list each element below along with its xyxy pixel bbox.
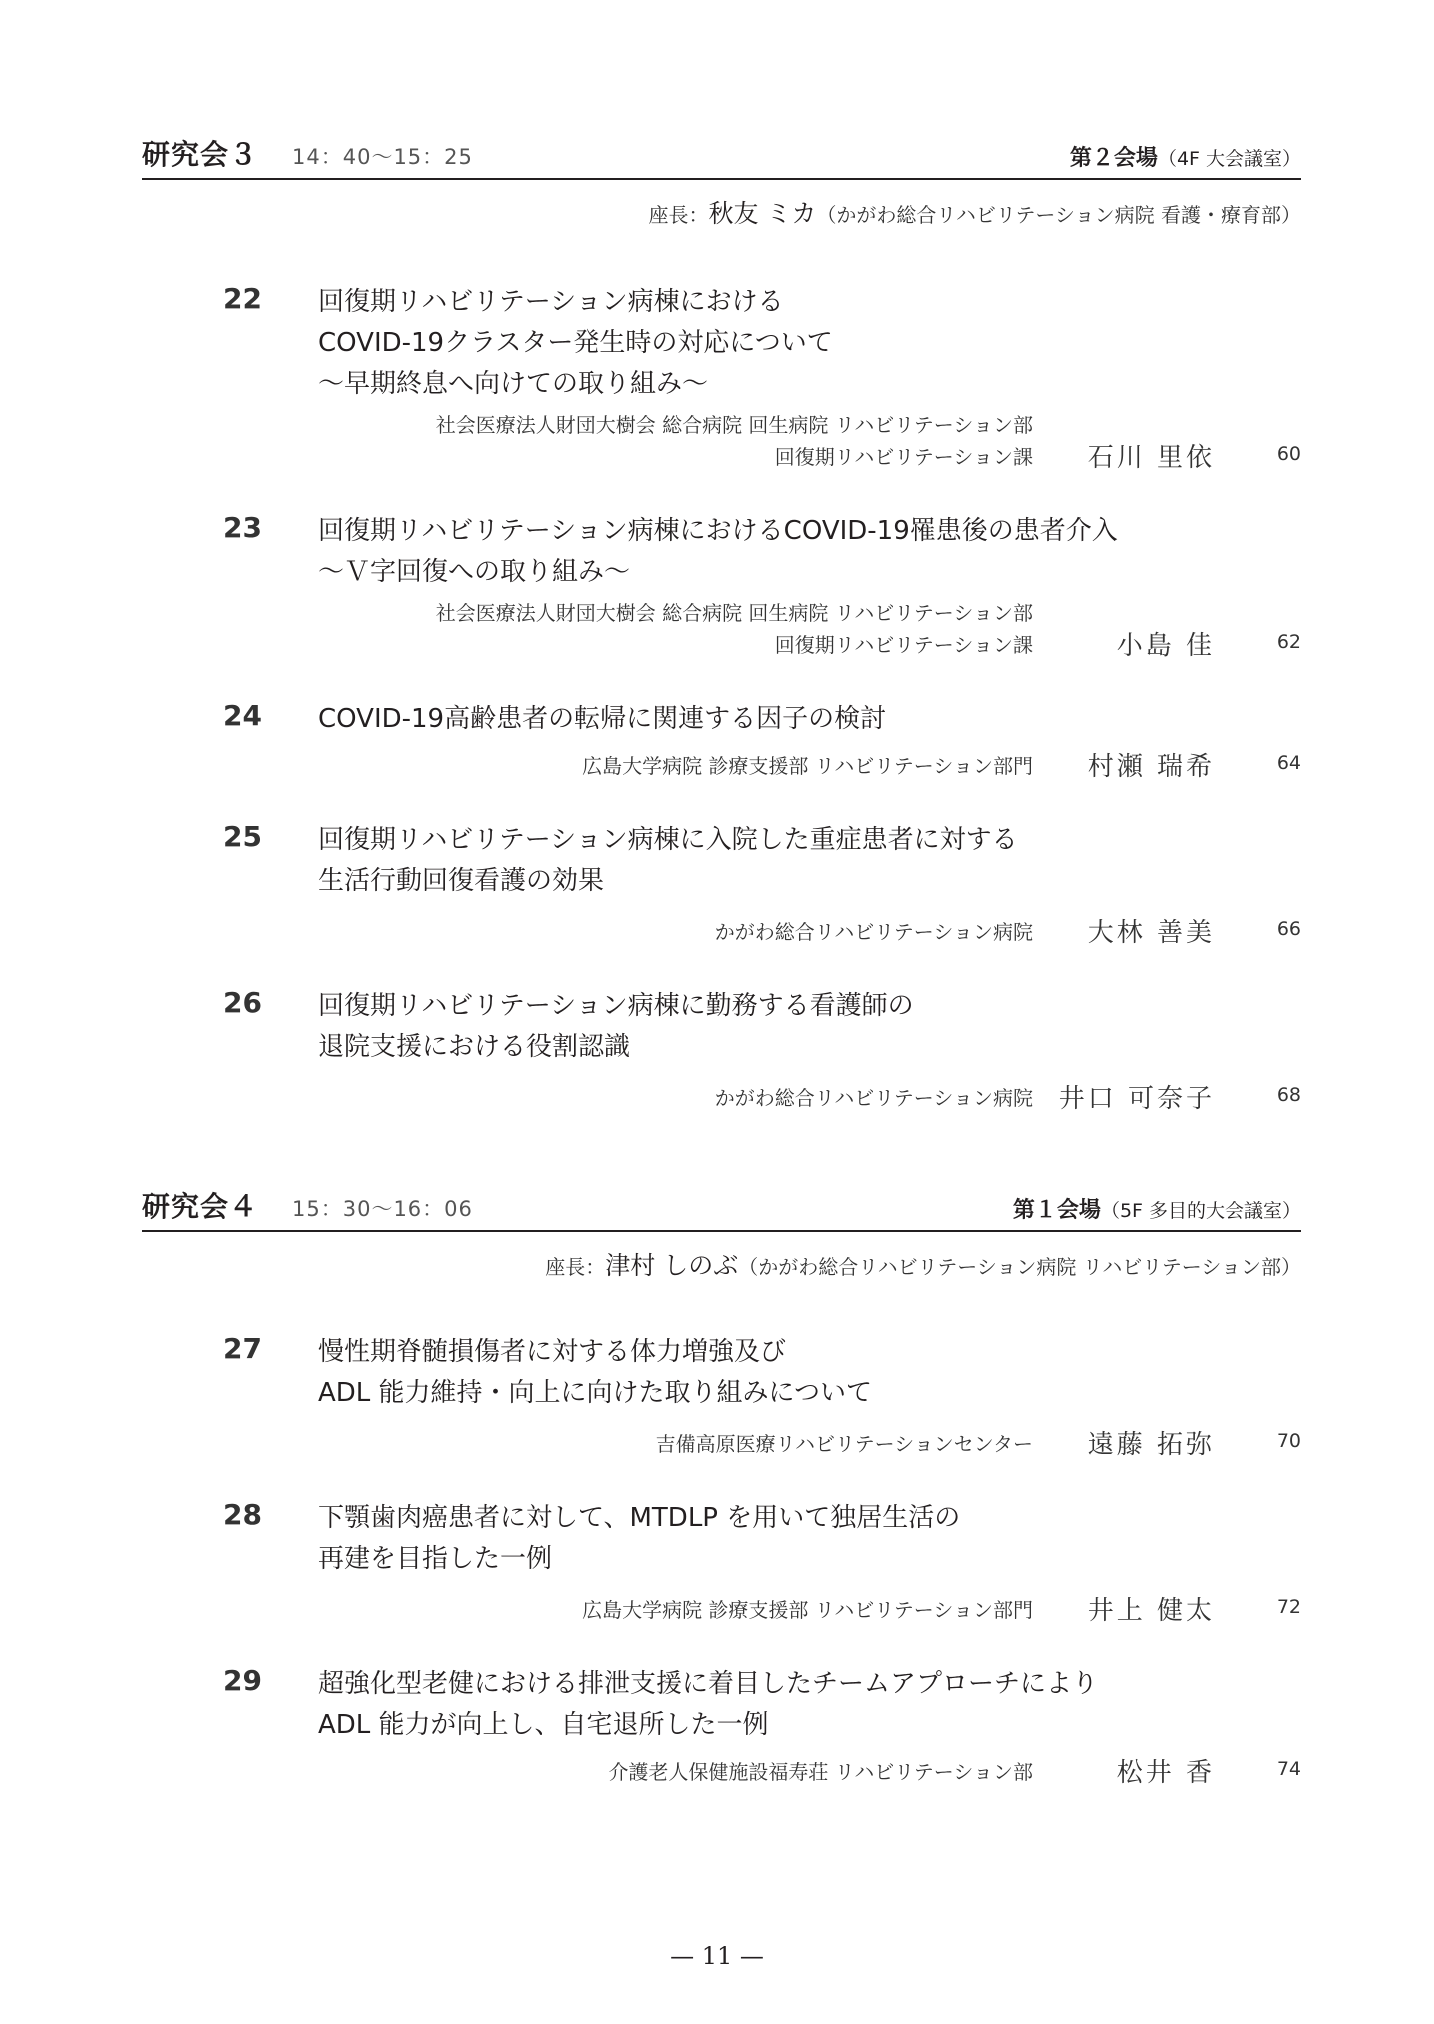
page-number: 62 bbox=[1276, 631, 1301, 653]
presentation-number: 28 bbox=[223, 1498, 262, 1531]
chair-prefix: 座長： bbox=[545, 1255, 606, 1279]
page-number: 72 bbox=[1276, 1596, 1301, 1618]
presentation-number: 26 bbox=[223, 986, 262, 1019]
presentation-27 bbox=[142, 1332, 1301, 1458]
page-number: 60 bbox=[1276, 443, 1301, 465]
presentation-29 bbox=[142, 1664, 1301, 1786]
title-line: 回復期リハビリテーション病棟に勤務する看護師の bbox=[318, 991, 914, 1021]
title-line: 回復期リハビリテーション病棟における bbox=[318, 287, 784, 317]
presentation-26 bbox=[142, 986, 1301, 1112]
affiliation-row bbox=[142, 1426, 1301, 1458]
title-line: 退院支援における役割認識 bbox=[318, 1032, 631, 1062]
affiliation: 吉備高原医療リハビリテーションセンター bbox=[655, 1432, 1033, 1456]
presentation-number: 24 bbox=[223, 699, 262, 732]
session-header bbox=[142, 138, 1301, 180]
chairperson bbox=[142, 1246, 1301, 1282]
venue-room: （4F 大会議室） bbox=[1157, 148, 1301, 170]
presentation-number: 23 bbox=[223, 511, 262, 544]
affiliation: 介護老人保健施設福寿荘 リハビリテーション部 bbox=[608, 1760, 1033, 1784]
title-line: ADL 能力維持・向上に向けた取り組みについて bbox=[318, 1378, 873, 1408]
author-name: 石川 里依 bbox=[1087, 443, 1215, 473]
presentation-title bbox=[318, 820, 1301, 902]
venue-name: 第２会場 bbox=[1069, 146, 1158, 171]
affiliation-row bbox=[142, 407, 1301, 439]
affiliation-row bbox=[142, 748, 1301, 780]
presentation-number: 27 bbox=[223, 1332, 262, 1365]
chairperson bbox=[142, 194, 1301, 230]
session-3 bbox=[142, 138, 1301, 1112]
presentation-title bbox=[318, 699, 1301, 740]
venue-name: 第１会場 bbox=[1012, 1198, 1101, 1223]
title-line: 回復期リハビリテーション病棟におけるCOVID-19罹患後の患者介入 bbox=[318, 516, 1118, 546]
session-4 bbox=[142, 1190, 1301, 1786]
title-line: 生活行動回復看護の効果 bbox=[318, 866, 605, 896]
author-name: 井口 可奈子 bbox=[1058, 1084, 1215, 1114]
title-line: 慢性期脊髄損傷者に対する体力増強及び bbox=[318, 1337, 787, 1367]
author-name: 遠藤 拓弥 bbox=[1087, 1430, 1215, 1460]
page-number: 70 bbox=[1276, 1430, 1301, 1452]
affiliation-row bbox=[142, 914, 1301, 946]
page-number: 66 bbox=[1276, 918, 1301, 940]
affiliation: 広島大学病院 診療支援部 リハビリテーション部門 bbox=[582, 754, 1033, 778]
presentation-number: 29 bbox=[223, 1664, 262, 1697]
presentation-25 bbox=[142, 820, 1301, 946]
chair-prefix: 座長： bbox=[648, 203, 709, 227]
author-name: 大林 善美 bbox=[1087, 918, 1215, 948]
title-line: COVID-19高齢患者の転帰に関連する因子の検討 bbox=[318, 704, 887, 734]
presentation-title bbox=[318, 282, 1301, 405]
title-line: 〜早期終息へ向けての取り組み〜 bbox=[318, 369, 709, 399]
affiliation-row bbox=[142, 1754, 1301, 1786]
affiliation: 広島大学病院 診療支援部 リハビリテーション部門 bbox=[582, 1598, 1033, 1622]
presentation-22 bbox=[142, 282, 1301, 471]
title-line: 下顎歯肉癌患者に対して、MTDLP を用いて独居生活の bbox=[318, 1503, 961, 1533]
presentation-23 bbox=[142, 511, 1301, 659]
title-line: COVID-19クラスター発生時の対応について bbox=[318, 328, 833, 358]
session-venue bbox=[1070, 141, 1301, 172]
author-name: 村瀬 瑞希 bbox=[1087, 752, 1215, 782]
presentation-28 bbox=[142, 1498, 1301, 1624]
session-venue bbox=[1013, 1193, 1301, 1224]
session-header bbox=[142, 1190, 1301, 1232]
affiliation: かがわ総合リハビリテーション病院 bbox=[714, 920, 1033, 944]
page-number: 74 bbox=[1276, 1758, 1301, 1780]
presentation-title bbox=[318, 1664, 1301, 1746]
presentation-24 bbox=[142, 699, 1301, 780]
affiliation: 社会医療法人財団大樹会 総合病院 回生病院 リハビリテーション部 bbox=[435, 413, 1033, 437]
chair-name: 津村 しのぶ bbox=[605, 1251, 739, 1280]
affiliation-row bbox=[142, 595, 1301, 627]
author-name: 井上 健太 bbox=[1087, 1596, 1215, 1626]
author-name: 松井 香 bbox=[1116, 1758, 1215, 1788]
affiliation: 回復期リハビリテーション課 bbox=[774, 633, 1033, 657]
presentation-number: 25 bbox=[223, 820, 262, 853]
page-number: 64 bbox=[1276, 752, 1301, 774]
presentation-title bbox=[318, 1332, 1301, 1414]
presentation-number: 22 bbox=[223, 282, 262, 315]
title-line: 〜Ｖ字回復への取り組み〜 bbox=[318, 557, 631, 587]
affiliation: 社会医療法人財団大樹会 総合病院 回生病院 リハビリテーション部 bbox=[435, 601, 1033, 625]
session-time: 15：30〜16：06 bbox=[292, 1197, 473, 1221]
title-line: 超強化型老健における排泄支援に着目したチームアプローチにより bbox=[318, 1669, 1099, 1699]
title-line: 再建を目指した一例 bbox=[318, 1544, 553, 1574]
title-line: 回復期リハビリテーション病棟に入院した重症患者に対する bbox=[318, 825, 1018, 855]
presentation-title bbox=[318, 1498, 1301, 1580]
venue-room: （5F 多目的大会議室） bbox=[1100, 1200, 1301, 1222]
title-line: ADL 能力が向上し、自宅退所した一例 bbox=[318, 1710, 769, 1740]
page-footer-number: — 11 — bbox=[670, 1942, 764, 1970]
affiliation-row bbox=[142, 1080, 1301, 1112]
chair-affiliation: （かがわ総合リハビリテーション病院 看護・療育部） bbox=[816, 203, 1301, 227]
presentation-title bbox=[318, 511, 1301, 593]
affiliation-row bbox=[142, 1592, 1301, 1624]
session-label: 研究会４ bbox=[142, 1190, 259, 1223]
affiliation: かがわ総合リハビリテーション病院 bbox=[714, 1086, 1033, 1110]
page-number: 68 bbox=[1276, 1084, 1301, 1106]
session-time: 14：40〜15：25 bbox=[292, 145, 473, 169]
chair-affiliation: （かがわ総合リハビリテーション病院 リハビリテーション部） bbox=[738, 1255, 1301, 1279]
chair-name: 秋友 ミカ bbox=[708, 199, 817, 228]
affiliation-row bbox=[142, 627, 1301, 659]
affiliation: 回復期リハビリテーション課 bbox=[774, 445, 1033, 469]
author-name: 小島 佳 bbox=[1116, 631, 1215, 661]
presentation-title bbox=[318, 986, 1301, 1068]
session-label: 研究会３ bbox=[142, 138, 259, 171]
affiliation-row bbox=[142, 439, 1301, 471]
